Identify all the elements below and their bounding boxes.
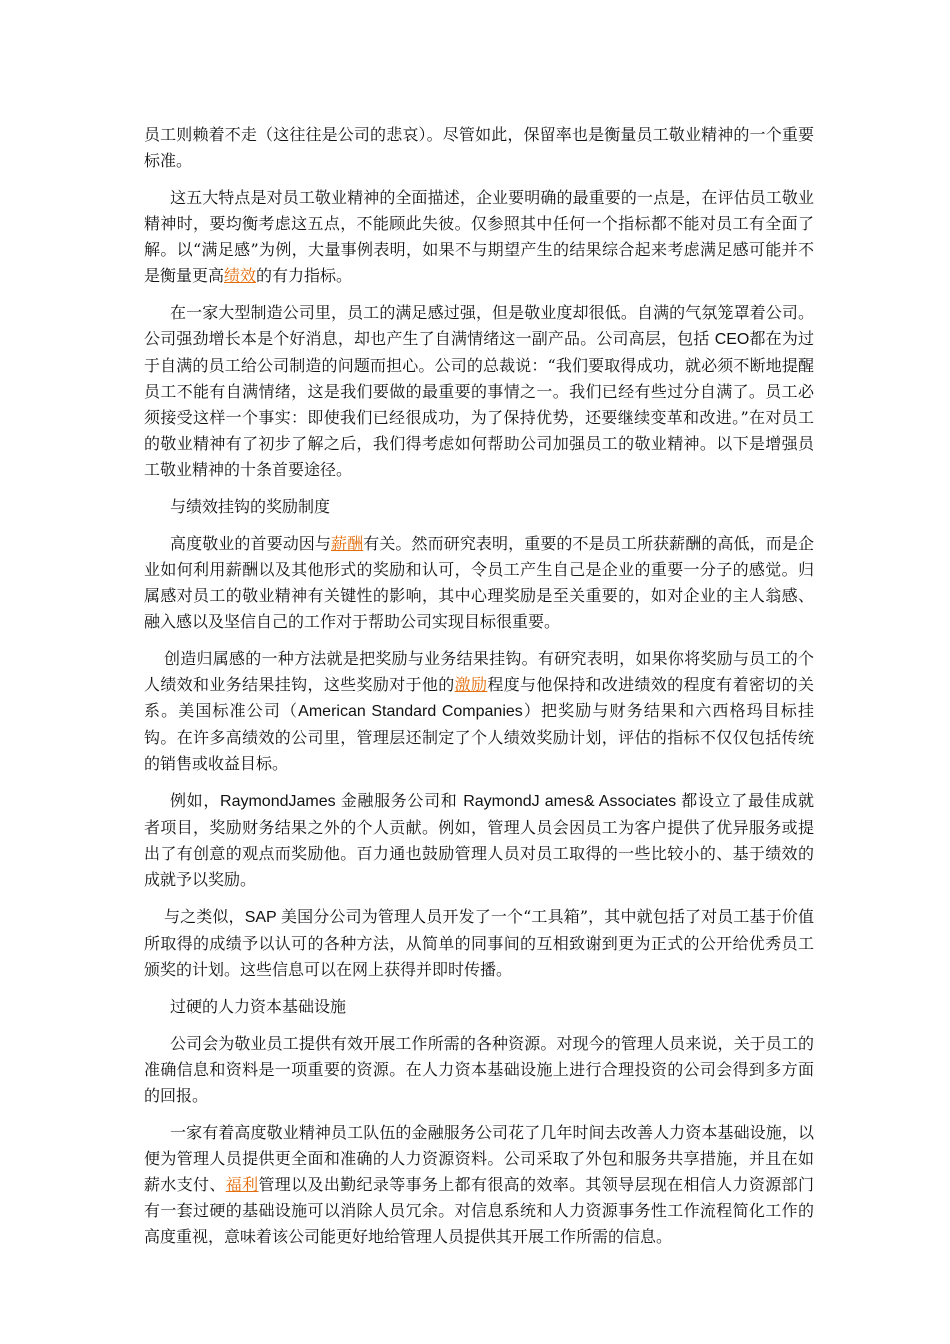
document-body — [144, 122, 814, 1261]
paragraph-text: 员工则赖着不走（这往往是公司的悲哀）。尽管如此，保留率也是衡量员工敬业精神的一个重要标准。 — [144, 125, 814, 170]
paragraph-financial-services — [144, 1120, 814, 1250]
paragraph-text: 创造归属感的一种方法就是把奖励与业务结果挂钩。有研究表明，如果你将奖励与员工的个人绩效和业务结果挂钩，这些奖励对于他的 — [144, 649, 814, 694]
paragraph-text: 美国分公司为管理人员开发了一个“工具箱”，其中就包括了对员工基于价值所取得的成绩予以认可的各种方法，从简单的同事间的互相致谢到更为正式的公开给优秀员工颁奖的计划。这些信息可以在网上获得并即时传播。 — [144, 907, 814, 979]
paragraph-sap-toolbox — [144, 904, 814, 983]
link-benefits[interactable]: 福利 — [225, 1175, 259, 1194]
paragraph-text: 例如， — [170, 791, 221, 810]
paragraph-text: 公司会为敬业员工提供有效开展工作所需的各种资源。对现今的管理人员来说，关于员工的准确信息和资料是一项重要的资源。在人力资本基础设施上进行合理投资的公司会得到多方面的回报。 — [144, 1034, 814, 1105]
paragraph-manufacturing-case — [144, 300, 814, 483]
paragraph-text: 一家有着高度敬业精神员工队伍的金融服务公司花了几年时间去改善人力资本基础设施，以便为管理人员提供更全面和准确的人力资源资料。公司采取了外包和服务共享措施，并且在如薪水支付、 — [144, 1123, 814, 1194]
paragraph-latin-text: RaymondJ ames& Associates — [463, 793, 682, 810]
paragraph-latin-text: CEO — [714, 331, 750, 348]
paragraph-resources — [144, 1031, 814, 1109]
paragraph-text: 有关。然而研究表明，重要的不是员工所获薪酬的高低，而是企业如何利用薪酬以及其他形式的奖励和认可，令员工产生自己是企业的重要一分子的感觉。归属感对员工的敬业精神有关键性的影响，其中心理奖励是至关重要的，如对企业的主人翁感、融入感以及坚信自己的工作对于帮助公司实现目标很重要。 — [144, 534, 814, 631]
paragraph-latin-text: American Standard Companies — [298, 703, 523, 720]
paragraph-text: 这五大特点是对员工敬业精神的全面描述，企业要明确的最重要的一点是，在评估员工敬业精神时，要均衡考虑这五点，不能顾此失彼。仅参照其中任何一个指标都不能对员工有全面了解。以“满足感”为例，大量事例表明，如果不与期望产生的结果综合起来考虑满足感可能并不是衡量更高 — [144, 188, 814, 285]
paragraph-raymond-james — [144, 788, 814, 893]
paragraph-text: 管理以及出勤纪录等事务上都有很高的效率。其领导层现在相信人力资源部门有一套过硬的基础设施可以消除人员冗余。对信息系统和人力资源事务性工作流程简化工作的高度重视，意味着该公司能更好地给管理人员提供其开展工作所需的信息。 — [144, 1175, 814, 1246]
paragraph-text: 都在为过于自满的员工给公司制造的问题而担心。公司的总裁说：“我们要取得成功，就必须不断地提醒员工不能有自满情绪，这是我们要做的最重要的事情之一。我们已经有些过分自满了。员工必须接受这样一个事实：即使我们已经很成功，为了保持优势，还要继续变革和改进。”在对员工的敬业精神有了初步了解之后，我们得考虑如何帮助公司加强员工的敬业精神。以下是增强员工敬业精神的十条首要途径。 — [144, 329, 814, 479]
paragraph-text: 在一家大型制造公司里，员工的满足感过强，但是敬业度却很低。自满的气氛笼罩着公司。公司强劲增长本是个好消息，却也产生了自满情绪这一副产品。公司高层，包括 — [144, 303, 814, 348]
paragraph-belonging — [144, 646, 814, 777]
paragraph-text: 的有力指标。 — [256, 266, 353, 285]
section-heading-infrastructure: 过硬的人力资本基础设施 — [170, 997, 347, 1016]
paragraph-text: 程度与他保持和改进绩效的程度有着密切的关系。美国标准公司（ — [144, 675, 814, 720]
link-motivation[interactable]: 激励 — [454, 675, 488, 694]
paragraph-latin-text: RaymondJames — [220, 793, 341, 810]
section-heading-rewards: 与绩效挂钩的奖励制度 — [170, 497, 331, 516]
paragraph-compensation — [144, 531, 814, 635]
paragraph-latin-text: SAP — [244, 909, 282, 926]
paragraph-retention — [144, 122, 814, 174]
paragraph-text: 都设立了最佳成就者项目，奖励财务结果之外的个人贡献。例如，管理人员会因员工为客户提供了优异服务或提出了有创意的观点而奖励他。百力通也鼓励管理人员对员工取得的一些比较小的、基于绩效的成就予以奖励。 — [144, 791, 814, 889]
paragraph-text: 与之类似， — [164, 907, 245, 926]
paragraph-text: 高度敬业的首要动因与 — [170, 534, 332, 553]
link-performance[interactable]: 绩效 — [224, 266, 257, 285]
paragraph-text: 金融服务公司和 — [340, 791, 464, 810]
link-compensation[interactable]: 薪酬 — [331, 534, 364, 553]
paragraph-five-traits — [144, 185, 814, 289]
paragraph-text: ）把奖励与财务结果和六西格玛目标挂钩。在许多高绩效的公司里，管理层还制定了个人绩效奖励计划，评估的指标不仅仅包括传统的销售或收益目标。 — [144, 701, 814, 773]
